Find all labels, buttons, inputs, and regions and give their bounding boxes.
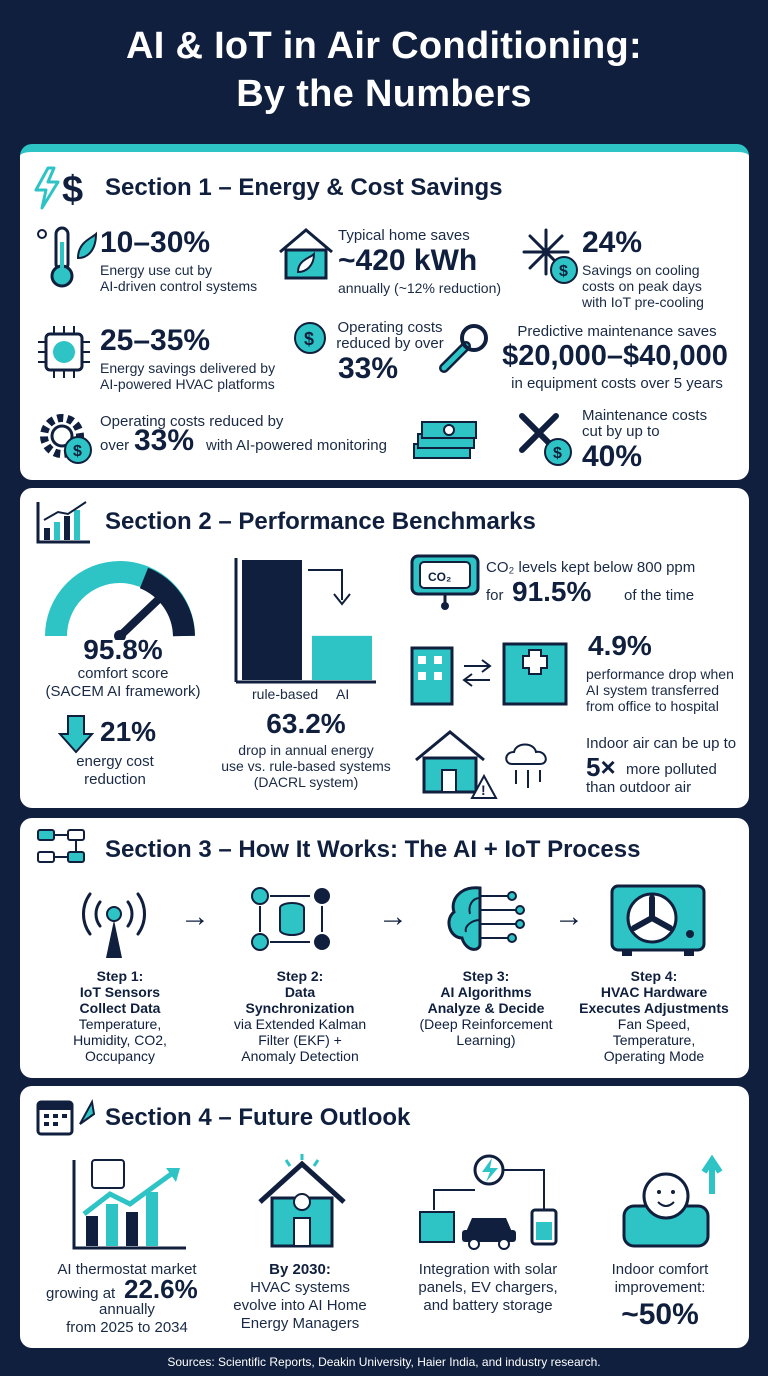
section-2-card [20, 488, 749, 808]
gear-dollar-icon [34, 408, 98, 468]
stat-predictive-desc: in equipment costs over 5 years [511, 375, 723, 392]
indoor-air-pre: Indoor air can be up to [586, 735, 737, 752]
step-4-desc-1: Fan Speed, [617, 1016, 691, 1032]
flow-arrow-3: → [554, 900, 584, 933]
stat-home-saves-value: ~420 kWh [338, 244, 478, 277]
step-3 [396, 968, 576, 1048]
title-line-2: By the Numbers [236, 73, 532, 115]
stat-peak-savings-desc-3: with IoT pre-cooling [582, 294, 704, 310]
brain-circuit-icon [440, 880, 530, 960]
energy-drop-desc-3: (DACRL system) [253, 774, 359, 790]
energy-bar-chart [220, 554, 390, 684]
stat-maint-pre-2: cut by up to [582, 423, 660, 440]
market-value: 22.6% [124, 1274, 198, 1304]
step-4-desc-3: Operating Mode [603, 1048, 705, 1064]
svg-text:$: $ [553, 445, 562, 462]
house-leaf-icon [276, 226, 336, 282]
stat-peak-savings-value: 24% [582, 226, 643, 259]
antenna-sensor-icon [72, 880, 156, 960]
step-1-desc-3: Occupancy [84, 1048, 156, 1064]
section-3-heading: Section 3 – How It Works: The AI + IoT Process [105, 836, 641, 863]
chip-brain-icon [34, 322, 94, 382]
bar-growth-icon [34, 498, 94, 546]
money-stack-icon [410, 414, 480, 466]
step-2-desc-1: via Extended Kalman [233, 1016, 367, 1032]
perf-drop-desc-1: performance drop when [586, 666, 734, 682]
svg-text:$: $ [62, 169, 84, 210]
bolt-dollar-icon [32, 166, 94, 210]
y2030-title: By 2030: [269, 1261, 331, 1278]
stat-maint-pre-1: Maintenance costs [582, 407, 708, 424]
sources-footer: Sources: Scientific Reports, Deakin University, Haier India, and industry research. [167, 1355, 601, 1369]
smart-home-icon [252, 1152, 352, 1252]
svg-text:$: $ [73, 443, 82, 460]
energy-drop-desc-1: drop in annual energy [238, 742, 374, 758]
comfort-score-desc-1: comfort score [77, 665, 169, 682]
house-cloud-warning-icon [412, 724, 572, 800]
co2-for: for [486, 587, 504, 604]
stat-opcost-pre-2: reduced by over [336, 335, 444, 352]
comfort-improve-desc-2: improvement: [614, 1279, 706, 1296]
stat-hvac-savings-desc-1: Energy savings delivered by [100, 360, 276, 376]
bar-rule-based [242, 560, 302, 680]
market-desc-2: from 2025 to 2034 [66, 1319, 188, 1336]
energy-drop-desc-2: use vs. rule-based systems [221, 758, 391, 774]
comfort-score-value: 95.8% [83, 634, 163, 665]
gauge-icon [44, 560, 196, 640]
stat-home-saves-desc: annually (~12% reduction) [338, 280, 502, 296]
step-4 [564, 968, 744, 1064]
stat-home-saves-pre: Typical home saves [338, 227, 470, 244]
database-sync-icon [242, 880, 342, 960]
step-4-title-1: Step 4: [630, 968, 678, 984]
step-3-title-3: Analyze & Decide [427, 1000, 545, 1016]
market-pre-1: AI thermostat market [57, 1261, 197, 1278]
tools-dollar-icon [514, 408, 576, 468]
flow-arrow-2: → [378, 900, 408, 933]
step-2-desc-2: Filter (EKF) + [258, 1032, 342, 1048]
section-4-heading: Section 4 – Future Outlook [105, 1104, 411, 1131]
title-line-1: AI & IoT in Air Conditioning: [126, 25, 642, 67]
bar-ai [312, 636, 372, 680]
section-4-card [20, 1086, 749, 1348]
stat-hvac-savings-value: 25–35% [100, 324, 211, 357]
step-1-title-3: Collect Data [79, 1000, 161, 1016]
stat-monitoring-value: 33% [134, 424, 195, 457]
co2-post: of the time [624, 587, 695, 604]
step-3-desc-1: (Deep Reinforcement [419, 1016, 553, 1032]
perf-drop-desc-3: from office to hospital [586, 698, 719, 714]
step-1 [30, 968, 210, 1064]
ac-unit-fan-icon [608, 882, 708, 958]
comfort-improve-value: ~50% [621, 1298, 699, 1331]
perf-drop-value: 4.9% [588, 630, 652, 661]
y2030-desc-1: HVAC systems [250, 1279, 350, 1296]
market-desc-1: annually [99, 1301, 155, 1318]
perf-drop-desc-2: AI system transferred [586, 682, 720, 698]
comfort-score-desc-2: (SACEM AI framework) [45, 683, 201, 700]
step-1-desc-1: Temperature, [78, 1016, 162, 1032]
svg-text:$: $ [304, 329, 315, 349]
calendar-rocket-icon [34, 1094, 98, 1138]
stat-predictive-pre: Predictive maintenance saves [517, 323, 717, 340]
comfort-improve-desc-1: Indoor comfort [611, 1261, 709, 1278]
step-2 [210, 968, 390, 1064]
step-4-title-2: HVAC Hardware [600, 984, 708, 1000]
cost-reduction-value: 21% [100, 716, 157, 747]
stat-peak-savings-desc-2: costs on peak days [582, 278, 702, 294]
step-2-title-1: Step 2: [276, 968, 324, 984]
thermometer-leaf-icon [34, 222, 100, 292]
step-2-desc-3: Anomaly Detection [241, 1048, 359, 1064]
step-1-desc-2: Humidity, CO2, [73, 1032, 167, 1048]
section-1-card [20, 144, 749, 480]
market-pre-2: growing at [46, 1285, 116, 1302]
cost-reduction-desc-2: reduction [84, 771, 146, 788]
flow-diagram-icon [34, 826, 98, 866]
section-2-heading: Section 2 – Performance Benchmarks [105, 508, 536, 535]
co2-value: 91.5% [512, 576, 592, 607]
step-1-title-2: IoT Sensors [79, 984, 161, 1000]
indoor-air-value: 5× [586, 752, 616, 782]
stat-maint-value: 40% [582, 440, 643, 473]
drop-arrow-icon [308, 570, 342, 600]
flow-arrow-1: → [180, 900, 210, 933]
stat-energy-cut-desc-2: AI-driven control systems [100, 278, 258, 294]
bar-label-rule-based: rule-based [252, 686, 319, 702]
page-title [0, 22, 768, 118]
growth-chart-calendar-icon [70, 1156, 190, 1252]
svg-text:!: ! [481, 782, 486, 798]
integration-desc-1: Integration with solar [418, 1261, 558, 1278]
happy-person-icon [616, 1150, 726, 1250]
step-4-title-3: Executes Adjustments [579, 1000, 729, 1016]
integration-desc-2: panels, EV chargers, [418, 1279, 558, 1296]
stat-energy-cut-value: 10–30% [100, 226, 211, 259]
section-3-card [20, 818, 749, 1078]
integration-desc-3: and battery storage [423, 1297, 553, 1314]
step-3-title-1: Step 3: [462, 968, 510, 984]
stat-monitoring-desc: with AI-powered monitoring [206, 437, 387, 454]
down-arrow-icon [58, 714, 94, 754]
stat-peak-savings-desc-1: Savings on cooling [582, 262, 700, 278]
step-2-title-3: Synchronization [245, 1000, 355, 1016]
cost-reduction-desc-1: energy cost [76, 753, 154, 770]
y2030-desc-2: evolve into AI Home [233, 1297, 367, 1314]
solar-ev-battery-icon [414, 1150, 564, 1250]
dollar-coin-icon [292, 320, 328, 356]
step-3-title-2: AI Algorithms [440, 984, 532, 1000]
bar-label-ai: AI [336, 686, 350, 702]
snowflake-dollar-icon [520, 226, 580, 286]
step-3-desc-2: Learning) [456, 1032, 516, 1048]
stat-opcost-value: 33% [338, 352, 399, 385]
stat-opcost-pre-1: Operating costs [337, 319, 443, 336]
indoor-air-desc: than outdoor air [586, 779, 692, 796]
step-4-desc-2: Temperature, [612, 1032, 696, 1048]
stat-monitoring-over: over [100, 437, 130, 454]
stat-energy-cut-desc-1: Energy use cut by [100, 262, 213, 278]
section-1-heading: Section 1 – Energy & Cost Savings [105, 174, 503, 201]
stat-monitoring-pre: Operating costs reduced by [100, 413, 284, 430]
energy-drop-value: 63.2% [266, 708, 346, 739]
step-1-title-1: Step 1: [96, 968, 144, 984]
co2-pre: CO₂ levels kept below 800 ppm [486, 559, 696, 576]
stat-predictive-value: $20,000–$40,000 [502, 340, 728, 372]
step-2-title-2: Data [284, 984, 316, 1000]
svg-text:$: $ [559, 263, 568, 280]
indoor-air-post: more polluted [626, 761, 717, 778]
y2030-desc-3: Energy Managers [240, 1315, 360, 1332]
stat-hvac-savings-desc-2: AI-powered HVAC platforms [100, 376, 275, 392]
co2-icon-label: CO₂ [428, 570, 452, 584]
office-hospital-icon [408, 634, 572, 706]
